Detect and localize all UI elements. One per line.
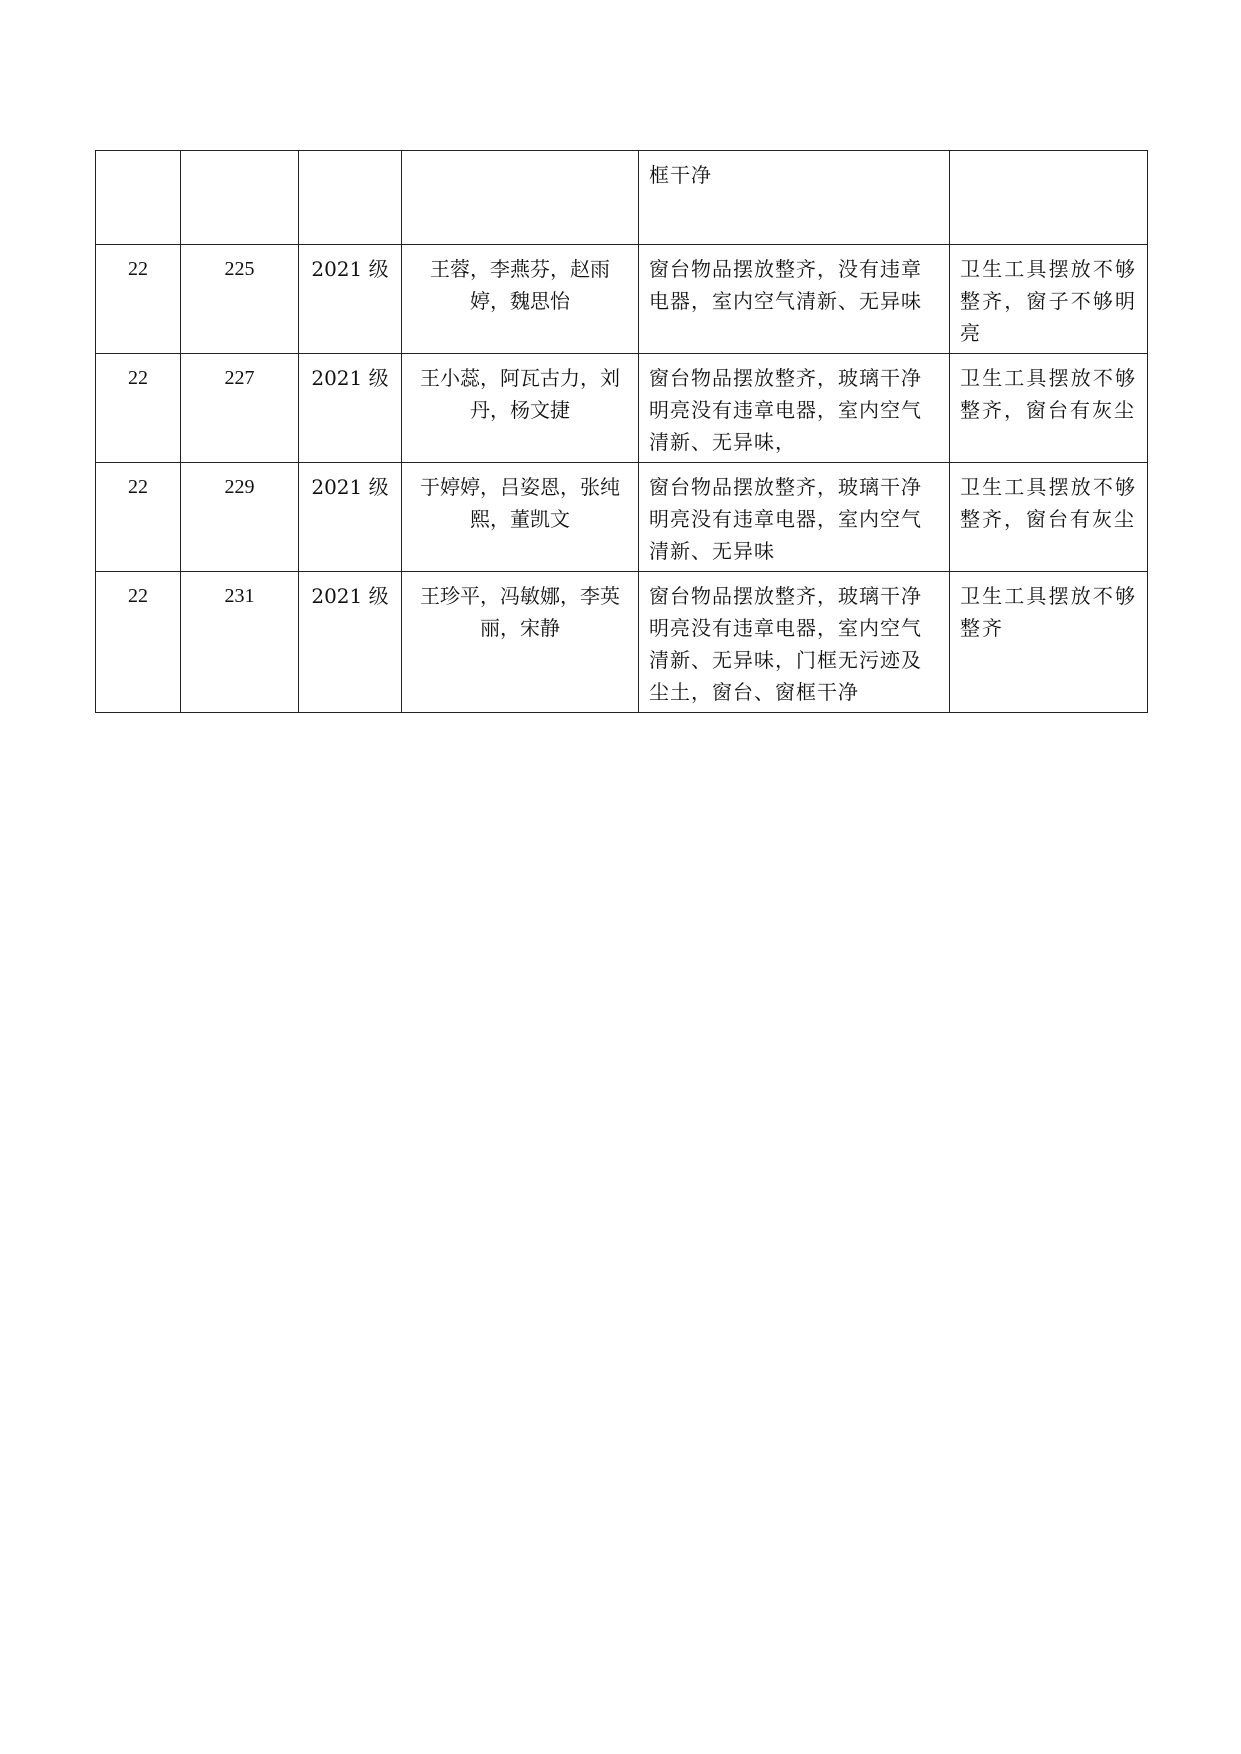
dorm-inspection-table [95, 150, 1148, 713]
table-row [96, 463, 1148, 572]
issues-cell [950, 151, 1148, 245]
room-cell [181, 151, 299, 245]
table-row [96, 245, 1148, 354]
room-cell: 231 [181, 572, 299, 713]
names-cell: 于婷婷，吕姿恩，张纯熙，董凯文 [402, 463, 639, 572]
grade-cell: 2021 级 [299, 572, 402, 713]
table-row [96, 572, 1148, 713]
names-cell: 王小蕊，阿瓦古力，刘丹，杨文捷 [402, 354, 639, 463]
building-cell: 22 [96, 463, 181, 572]
building-cell: 22 [96, 354, 181, 463]
issues-cell: 卫生工具摆放不够整齐，窗台有灰尘 [950, 463, 1148, 572]
names-cell: 王蓉，李燕芬，赵雨婷，魏思怡 [402, 245, 639, 354]
room-cell: 225 [181, 245, 299, 354]
strengths-cell: 窗台物品摆放整齐，玻璃干净明亮没有违章电器，室内空气清新、无异味， [639, 354, 950, 463]
grade-cell [299, 151, 402, 245]
strengths-cell: 窗台物品摆放整齐，没有违章电器，室内空气清新、无异味 [639, 245, 950, 354]
building-cell: 22 [96, 572, 181, 713]
issues-cell: 卫生工具摆放不够整齐，窗台有灰尘 [950, 354, 1148, 463]
building-cell: 22 [96, 245, 181, 354]
issues-cell: 卫生工具摆放不够整齐 [950, 572, 1148, 713]
grade-cell: 2021 级 [299, 245, 402, 354]
room-cell: 227 [181, 354, 299, 463]
room-cell: 229 [181, 463, 299, 572]
strengths-cell: 窗台物品摆放整齐，玻璃干净明亮没有违章电器，室内空气清新、无异味 [639, 463, 950, 572]
grade-cell: 2021 级 [299, 354, 402, 463]
names-cell [402, 151, 639, 245]
strengths-cell: 窗台物品摆放整齐，玻璃干净明亮没有违章电器，室内空气清新、无异味，门框无污迹及尘土，窗台、窗框干净 [639, 572, 950, 713]
table-row [96, 151, 1148, 245]
strengths-cell: 框干净 [639, 151, 950, 245]
names-cell: 王珍平，冯敏娜，李英丽，宋静 [402, 572, 639, 713]
issues-cell: 卫生工具摆放不够整齐，窗子不够明亮 [950, 245, 1148, 354]
building-cell [96, 151, 181, 245]
table-row [96, 354, 1148, 463]
grade-cell: 2021 级 [299, 463, 402, 572]
